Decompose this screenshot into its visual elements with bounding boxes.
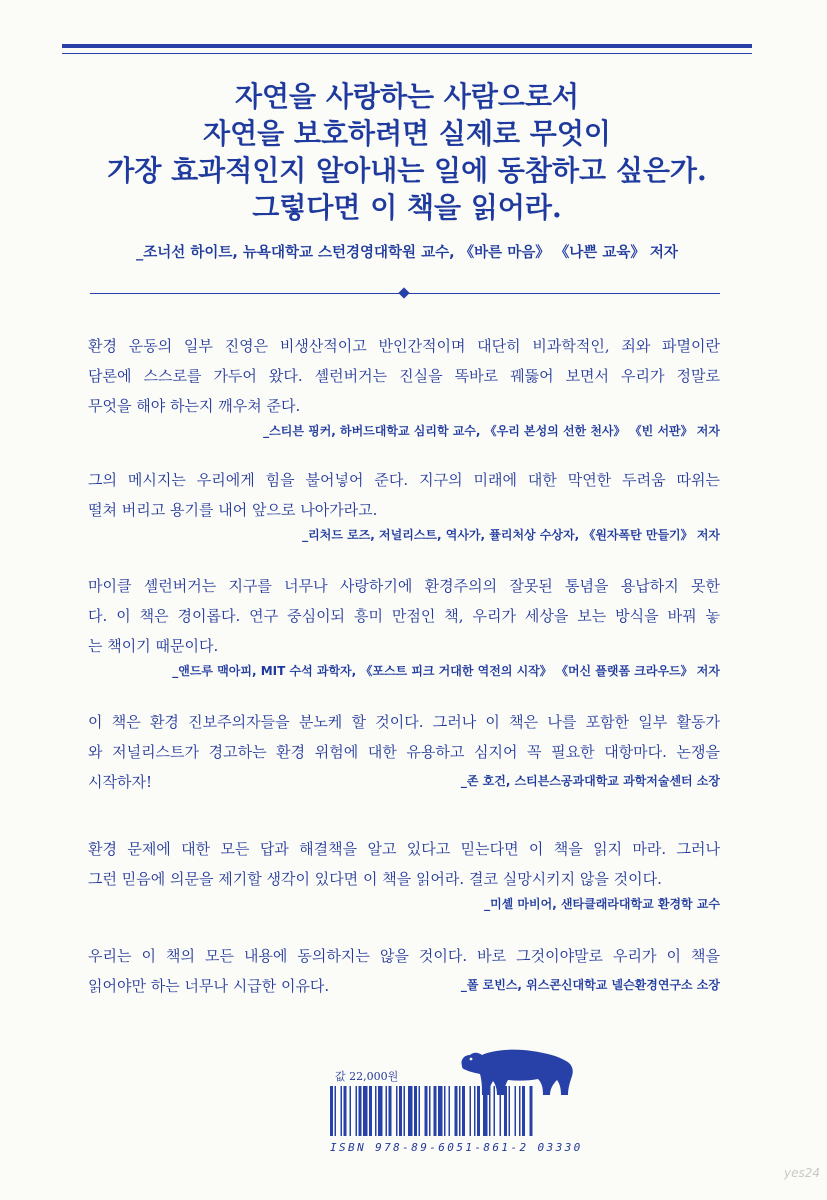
quote-line: 그런 믿음에 의문을 제기할 생각이 있다면 이 책을 읽어라. 결코 실망시키지 않을 것이다. (88, 870, 662, 888)
quote-line: 다. 이 책은 경이롭다. 연구 중심이되 흥미 만점인 책, 우리가 세상을 보는 방식을 바꿔 놓 (88, 607, 720, 625)
endorsement-quote (88, 707, 720, 797)
quote-attribution: _앤드루 맥아피, MIT 수석 과학자, 《포스트 피크 거대한 역전의 시작》 《머신 플랫폼 크라우드》 저자 (172, 664, 720, 678)
diamond-ornament-icon (398, 287, 409, 298)
headline-quote (62, 78, 752, 226)
isbn-number: ISBN 978-89-6051-861-2 03330 (330, 1141, 583, 1154)
quote-line: 는 책이기 때문이다. (88, 637, 219, 655)
endorsement-quote (88, 571, 720, 681)
quote-line: 읽어야만 하는 너무나 시급한 이유다. (88, 977, 330, 995)
price-label: 값 22,000원 (335, 1070, 399, 1083)
quote-line: 그의 메시지는 우리에게 힘을 불어넣어 준다. 지구의 미래에 대한 막연한 두려움 따위는 (88, 471, 720, 489)
quote-line: 이 책은 환경 진보주의자들을 분노케 할 것이다. 그러나 이 책은 나를 포함한 일부 활동가 (88, 713, 720, 731)
quote-attribution: _스티븐 핑커, 하버드대학교 심리학 교수, 《우리 본성의 선한 천사》 《빈 서판》 저자 (263, 424, 720, 438)
quote-attribution: _존 호건, 스티븐스공과대학교 과학저술센터 소장 (460, 774, 720, 788)
headline-attribution: _조너선 하이트, 뉴욕대학교 스턴경영대학원 교수, 《바른 마음》 《나쁜 교육》 저자 (136, 245, 678, 261)
quote-line: 우리는 이 책의 모든 내용에 동의하지는 않을 것이다. 바로 그것이야말로 우리가 이 책을 (88, 947, 720, 965)
isbn-barcode (330, 1086, 578, 1136)
top-rule-thick (62, 44, 752, 48)
quote-line: 마이클 셸런버거는 지구를 너무나 사랑하기에 환경주의의 잘못된 통념을 용납하지 못한 (88, 577, 720, 595)
quote-attribution: _미셸 마비어, 샌타클래라대학교 환경학 교수 (484, 897, 720, 911)
top-rule-thin (62, 53, 752, 54)
quote-final-row (88, 971, 720, 1001)
endorsement-quote (88, 465, 720, 545)
quote-final-row (88, 767, 720, 797)
quote-line: 담론에 스스로를 가두어 왔다. 셸런버거는 진실을 똑바로 꿰뚫어 보면서 우리가 정말로 (88, 367, 720, 385)
quote-attribution: _폴 로빈스, 위스콘신대학교 넬슨환경연구소 소장 (460, 978, 720, 992)
quote-attribution: _리처드 로즈, 저널리스트, 역사가, 퓰리처상 수상자, 《원자폭탄 만들기》 저자 (302, 528, 720, 542)
quote-line: 떨쳐 버리고 용기를 내어 앞으로 나아가라고. (88, 501, 378, 519)
quote-line: 시작하자! (88, 773, 152, 791)
endorsement-quote (88, 941, 720, 1001)
endorsement-quote (88, 834, 720, 914)
headline-line: 가장 효과적인지 알아내는 일에 동참하고 싶은가. (107, 154, 707, 187)
headline-line: 자연을 보호하려면 실제로 무엇이 (203, 117, 611, 150)
endorsement-quote (88, 331, 720, 441)
headline-line: 자연을 사랑하는 사람으로서 (234, 80, 580, 113)
quote-line: 환경 문제에 대한 모든 답과 해결책을 알고 있다고 믿는다면 이 책을 읽지 마라. 그러나 (88, 840, 720, 858)
watermark-text: yes24 (784, 1166, 821, 1180)
headline-line: 그렇다면 이 책을 읽어라. (252, 191, 562, 224)
quote-line: 무엇을 해야 하는지 깨우쳐 준다. (88, 397, 301, 415)
quote-line: 환경 운동의 일부 진영은 비생산적이고 반인간적이며 대단히 비과학적인, 죄와 파멸이란 (88, 337, 720, 355)
quote-line: 와 저널리스트가 경고하는 환경 위험에 대한 유용하고 심지어 꼭 필요한 대항마다. 논쟁을 (88, 743, 720, 761)
